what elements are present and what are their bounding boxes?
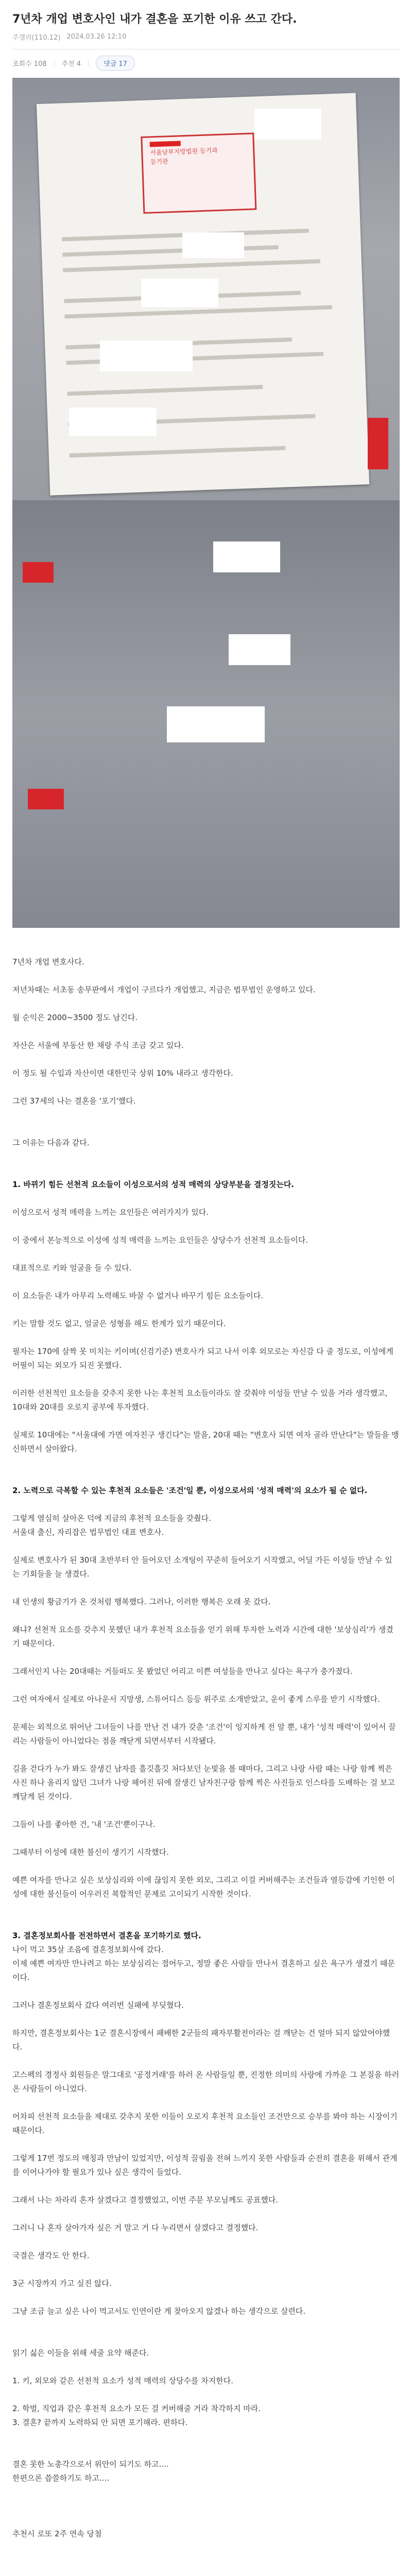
body-paragraph: 이 요소들은 내가 아무리 노력해도 바꿀 수 없거나 바꾸기 힘든 요소들이다. — [12, 1291, 264, 1300]
body-paragraph: 하지만, 결혼정보회사는 1군 결혼시장에서 패배한 2군들의 패자부활전이라는 걸 깨닫는 건 얼마 되지 않았어야했다. — [12, 2028, 390, 2052]
body-paragraph: 키는 말할 것도 없고, 얼굴은 성형을 해도 한계가 있기 때문이다. — [12, 1319, 226, 1328]
document-text-line — [64, 305, 332, 318]
body-paragraph: 국결은 생각도 안 한다. — [12, 2251, 90, 2260]
stamp-line-2: 등기관 — [150, 158, 168, 166]
redaction-block — [213, 541, 280, 572]
redaction-block — [69, 408, 157, 436]
redaction-block — [182, 232, 244, 258]
document-text-line — [63, 259, 320, 272]
body-paragraph: 필자는 170에 살짝 못 미치는 키이며(신검기준) 변호사가 되고 나서 이후 외모로는 자신감 다 줄 정도로, 이성에게 어필이 되는 외모가 되진 못했다. — [12, 1347, 393, 1370]
body-paragraph: 그때부터 이성에 대한 불신이 생기기 시작했다. — [12, 1848, 169, 1857]
body-paragraph: 이제 예쁜 여자만 만나려고 하는 보상심리는 접어두고, 정말 좋은 사람들 만나서 결혼하고 싶은 욕구가 생겼기 때문이다. — [12, 1959, 395, 1982]
stats-separator — [88, 60, 89, 66]
registry-stamp — [141, 132, 256, 214]
comment-count-button[interactable]: 댓글 17 — [96, 56, 135, 71]
body-paragraph: 대표적으로 키와 얼굴을 들 수 있다. — [12, 1263, 132, 1273]
post-body — [0, 928, 412, 2541]
photo-top-half — [12, 78, 400, 500]
redaction-block — [141, 279, 218, 307]
body-paragraph: 이러한 선천적인 요소들을 갖추지 못한 나는 후천적 요소들이라도 잘 갖춰야 이성들 만날 수 있을 거라 생각했고, 10대와 20대를 오로지 공부에 투자했다. — [12, 1388, 388, 1412]
section-heading: 2. 노력으로 극복할 수 있는 후천적 요소들은 '조건'일 뿐, 이성으로서의 '성적 매력'의 요소가 될 순 없다. — [12, 1486, 368, 1495]
body-paragraph: 그 이유는 다음과 같다. — [12, 1138, 90, 1147]
body-paragraph: 그런 여자에서 실제로 아나운서 지망생, 스튜어디스 등등 위주로 소개받았고, 운이 좋게 스루를 받기 시작했다. — [12, 1694, 380, 1704]
body-paragraph: 그냥 조금 늘고 싶은 나이 먹고서도 인연이란 게 찾아오지 않겠나 하는 생각으로 살련다. — [12, 2307, 306, 2316]
body-paragraph: 길을 걷다가 누가 봐도 잘생긴 남자를 흘깃흘깃 처다보던 눈빛을 볼 때마다, 그리고 나랑 사람 때는 나랑 함께 찍은 사진 하나 올리지 않던 그녀가 나랑 헤어진 뒤에 잘생긴 남자친구랑 함께 찍은 사진들로 인스타를 도배하는 걸 보고 깨달게 된 것이다. — [12, 1764, 395, 1801]
body-paragraph: 한편으론 씁쓸하기도 하고.... — [12, 2473, 109, 2483]
post-title: 7년차 개업 변호사인 내가 결혼을 포기한 이유 쓰고 간다. — [12, 13, 297, 26]
body-paragraph: 내 인생의 황금기가 온 것처럼 행복했다. 그러나, 이러한 행복은 오래 못 갔다. — [12, 1597, 271, 1606]
body-paragraph: 그러니 나 혼자 살아가자 싶은 거 말고 거 다 누리면서 살겠다고 결정했다. — [12, 2223, 259, 2232]
redaction-block — [100, 341, 193, 371]
recommend-count: 추천 4 — [61, 60, 81, 68]
body-paragraph: 월 순익은 2000~3500 정도 남긴다. — [12, 1013, 138, 1022]
body-paragraph: 그래서인지 나는 20대때는 거들떠도 못 봤었던 어리고 이쁜 여성들을 만나고 싶다는 욕구가 충가졌다. — [12, 1667, 353, 1676]
view-count: 조회수 108 — [12, 60, 47, 68]
closing-line: 추천시 로또 2주 연속 당첨 — [12, 2529, 102, 2538]
red-folder-tab — [23, 562, 54, 583]
stamp-line-1: 서울남부지방법원 등기과 — [150, 146, 218, 157]
author-name[interactable]: 주갤러(110.12) — [12, 34, 61, 42]
document-text-line — [62, 245, 279, 257]
summary-item: 3. 결혼? 끝까지 노력하되 안 되면 포기해라. 편하다. — [12, 2418, 188, 2427]
body-paragraph: 그러나 결혼정보회사 갔다 여러번 실패에 부딪혔다. — [12, 2001, 184, 2010]
body-paragraph: 그렇게 열심히 살아온 덕에 지금의 후천적 요소들을 갖췄다. — [12, 1514, 211, 1523]
section-heading: 1. 바뀌기 힘든 선천적 요소들이 이성으로서의 성적 매력의 상당부분을 결정짓는다. — [12, 1180, 295, 1189]
section-heading: 3. 결혼정보회사를 전전하면서 결혼을 포기하기로 했다. — [12, 1931, 201, 1940]
post-image — [12, 78, 400, 928]
body-paragraph: 이 정도 될 수입과 자산이면 대한민국 상위 10% 내라고 생각한다. — [12, 1069, 233, 1078]
body-paragraph: 자산은 서울에 부동산 한 채랑 주식 조금 갖고 있다. — [12, 1041, 184, 1050]
post-meta — [12, 32, 400, 42]
body-paragraph: 이성으로서 성적 매력을 느끼는 요인들은 여러가지가 있다. — [12, 1208, 209, 1217]
post-datetime: 2024.03.26 12:10 — [66, 33, 127, 41]
body-paragraph: 3군 시장까지 가고 싶진 않다. — [12, 2279, 112, 2288]
summary-item: 1. 키, 외모와 같은 선천적 요소가 성적 매력의 상당수를 차지한다. — [12, 2376, 234, 2385]
body-paragraph: 그들이 나를 좋아한 건, '내 '조건'뿐이구나. — [12, 1820, 156, 1829]
body-paragraph: 예쁜 여자를 만나고 싶은 보상심리와 이에 끊임지 못한 외모, 그리고 이걸 커버해주는 조건들과 열등감에 기인한 이성에 대한 불신들이 어우러진 복합적인 문제로 고이되기 시작한 것이다. — [12, 1875, 395, 1899]
photo-bottom-half — [12, 500, 400, 928]
stamp-text — [150, 146, 218, 167]
body-paragraph: 나이 먹고 35살 조음에 결혼정보회사에 갔다. — [12, 1945, 164, 1954]
body-paragraph: 저년차때는 서초동 송무판에서 개업이 구르다가 개업했고, 지금은 법무법인 운영하고 있다. — [12, 985, 316, 994]
body-paragraph: 서울대 출신, 자리잡은 법무법인 대표 변호사. — [12, 1528, 164, 1537]
body-paragraph: 왜냐? 선천적 요소를 갖추지 못했던 내가 후천적 요소들을 얻기 위해 투자한 노력과 시간에 대한 '보상심리'가 생겼기 때문이다. — [12, 1625, 393, 1648]
stamp-red-bar — [150, 141, 181, 147]
summary-intro: 읽기 싫은 이들을 위해 세줄 요약 해준다. — [12, 2348, 149, 2358]
body-paragraph: 결혼 못한 노총각으로서 위안이 되기도 하고.... — [12, 2460, 169, 2469]
red-folder-tab — [28, 789, 64, 809]
body-paragraph: 어차피 선천적 요소들을 제대로 갖추지 못한 이들이 오로지 후천적 요소들인 조건만으로 승부를 봐야 하는 시장이기 때문이다. — [12, 2112, 398, 2135]
body-paragraph: 문제는 외적으로 뛰어난 그녀들이 나를 만난 건 내가 갖춘 '조건'이 잉지하게 전 알 뿐, 내가 '성적 매력'이 있어서 끌리는 사람들이 아니었다는 점을 깨닫게 되면서부터 시작됐다. — [12, 1722, 396, 1745]
document-text-line — [70, 446, 286, 458]
body-paragraph: 고스펙의 경정사 회원들은 말그대로 '공정거래'를 하러 온 사람들일 뿐, 진정한 의미의 사랑에 가까운 그 본질을 하러 온 사람들이 아니었다. — [12, 2070, 400, 2093]
post-stats — [0, 49, 412, 78]
redaction-block — [167, 706, 265, 742]
red-folder-tab — [368, 418, 388, 469]
redaction-block — [254, 109, 321, 140]
document-text-line — [67, 385, 263, 396]
body-paragraph: 그렇게 17번 정도의 매칭과 만남이 있었지만, 이성적 끌림을 전혀 느끼지 못한 사람들과 순전히 결혼을 위해서 관계를 이어나가야 할 필요가 있나 싶은 생각이 들었다. — [12, 2154, 398, 2177]
redaction-block — [229, 634, 290, 665]
body-paragraph: 이 중에서 본능적으로 이성에 성적 매력을 느끼는 요인들은 상당수가 선천적 요소들이다. — [12, 1235, 308, 1245]
body-paragraph: 그래서 나는 차라리 혼자 살겠다고 결정했었고, 이번 주문 부모님께도 공표했다. — [12, 2195, 279, 2205]
stats-separator — [54, 60, 55, 66]
body-paragraph: 7년차 개업 변호사다. — [12, 957, 84, 967]
body-paragraph: 실제로 변호사가 된 30대 초반부터 안 들어오던 소개팅이 꾸준히 들어오기 시작했고, 어딜 가든 이성들 만날 수 있는 기회들을 늘 생겼다. — [12, 1555, 392, 1579]
body-paragraph: 실제로 10대에는 "서울대에 가면 여자친구 생긴다"는 말을, 20대 때는 "변호사 되면 여자 골라 만난다"는 말들을 맹신하면서 살아왔다. — [12, 1430, 399, 1453]
body-paragraph: 그런 37세의 나는 결혼을 '포기'했다. — [12, 1096, 136, 1106]
post-header — [0, 0, 412, 42]
summary-item: 2. 학벌, 직업과 같은 후천적 요소가 모든 걸 커버해줄 거라 착각하지 마라. — [12, 2404, 261, 2413]
